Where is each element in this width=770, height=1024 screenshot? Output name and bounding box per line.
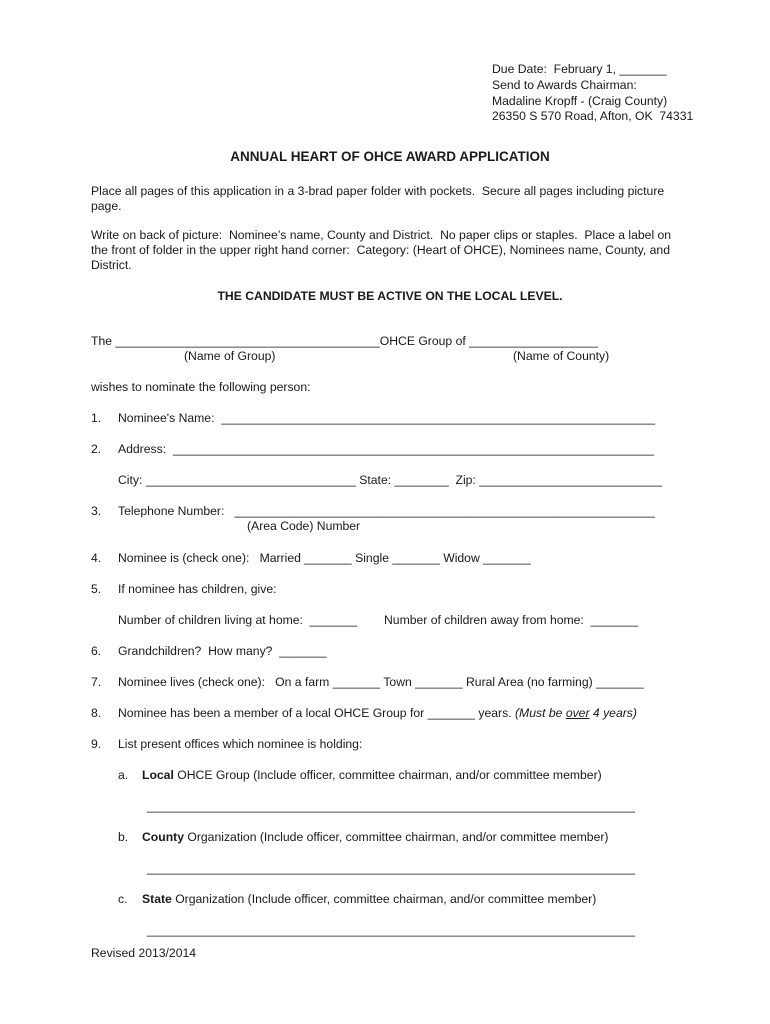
- send-to: Send to Awards Chairman:: [492, 78, 637, 92]
- city-state-zip-field[interactable]: City: _______________________________ State: ________ Zip: ___________________________: [118, 473, 663, 487]
- item-number: 3.: [91, 504, 102, 518]
- telephone-field[interactable]: Telephone Number: ______________________________________________________________: [118, 504, 655, 518]
- revision-footer: Revised 2013/2014: [91, 946, 197, 960]
- offices-label: List present offices which nominee is holding:: [118, 737, 363, 751]
- grandchildren-field[interactable]: Grandchildren? How many? _______: [118, 644, 327, 658]
- chairman-name: Madaline Kropff - (Craig County): [492, 94, 668, 108]
- instructions-p1-line2: page.: [91, 199, 122, 213]
- county-offices-field[interactable]: ________________________________________________________________________: [147, 861, 636, 875]
- county-name-label: (Name of County): [513, 349, 610, 363]
- item-number: 1.: [91, 411, 102, 425]
- nominate-text: wishes to nominate the following person:: [91, 380, 311, 394]
- item-number: 7.: [91, 675, 102, 689]
- county-offices-label: County Organization (Include officer, committee chairman, and/or committee member): [142, 830, 609, 844]
- item-number: 8.: [91, 706, 102, 720]
- group-name-label: (Name of Group): [184, 349, 276, 363]
- group-line[interactable]: The _______________________________________OHCE Group of ___________________: [91, 334, 598, 348]
- item-number: 5.: [91, 582, 102, 596]
- instructions-p2-line1: Write on back of picture: Nominee’s name, County and District. No paper clips or staples. Place a label on: [91, 228, 672, 242]
- item-number: 2.: [91, 442, 102, 456]
- sub-letter: c.: [118, 892, 128, 906]
- chairman-address: 26350 S 570 Road, Afton, OK 74331: [492, 109, 694, 123]
- sub-letter: a.: [118, 768, 129, 782]
- membership-years-field[interactable]: [118, 706, 637, 721]
- children-away-field[interactable]: Number of children away from home: _______: [384, 613, 639, 627]
- instructions-p1-line1: Place all pages of this application in a 3-brad paper folder with pockets. Secure all pages including picture: [91, 184, 665, 198]
- page-title: ANNUAL HEART OF OHCE AWARD APPLICATION: [230, 149, 550, 164]
- children-label: If nominee has children, give:: [118, 582, 277, 596]
- sub-letter: b.: [118, 830, 129, 844]
- state-offices-label: State Organization (Include officer, committee chairman, and/or committee member): [142, 892, 597, 906]
- nominee-name-field[interactable]: Nominee's Name: ________________________________________________________________: [118, 411, 656, 425]
- item-number: 6.: [91, 644, 102, 658]
- instructions-p2-line2: the front of folder in the upper right hand corner: Category: (Heart of OHCE), Nominees name, County, and: [91, 243, 670, 257]
- item-number: 4.: [91, 551, 102, 565]
- address-field[interactable]: Address: _______________________________________________________________________: [118, 442, 655, 456]
- item-number: 9.: [91, 737, 102, 751]
- membership-years-text: Nominee has been a member of a local OHCE Group for _______ years.: [118, 706, 512, 720]
- due-date: Due Date: February 1, _______: [492, 62, 667, 76]
- candidate-notice: THE CANDIDATE MUST BE ACTIVE ON THE LOCAL LEVEL.: [217, 289, 563, 303]
- local-offices-label: Local OHCE Group (Include officer, committee chairman, and/or committee member): [142, 768, 602, 782]
- instructions-p2-line3: District.: [91, 258, 132, 272]
- state-offices-field[interactable]: ________________________________________________________________________: [147, 923, 636, 937]
- children-at-home-field[interactable]: Number of children living at home: _______: [118, 613, 358, 627]
- membership-note: (Must be over 4 years): [515, 706, 637, 720]
- area-code-label: (Area Code) Number: [247, 519, 361, 533]
- marital-status-field[interactable]: Nominee is (check one): Married _______ Single _______ Widow _______: [118, 551, 531, 565]
- local-offices-field[interactable]: ________________________________________________________________________: [147, 799, 636, 813]
- residence-field[interactable]: Nominee lives (check one): On a farm _______ Town _______ Rural Area (no farming) _______: [118, 675, 644, 689]
